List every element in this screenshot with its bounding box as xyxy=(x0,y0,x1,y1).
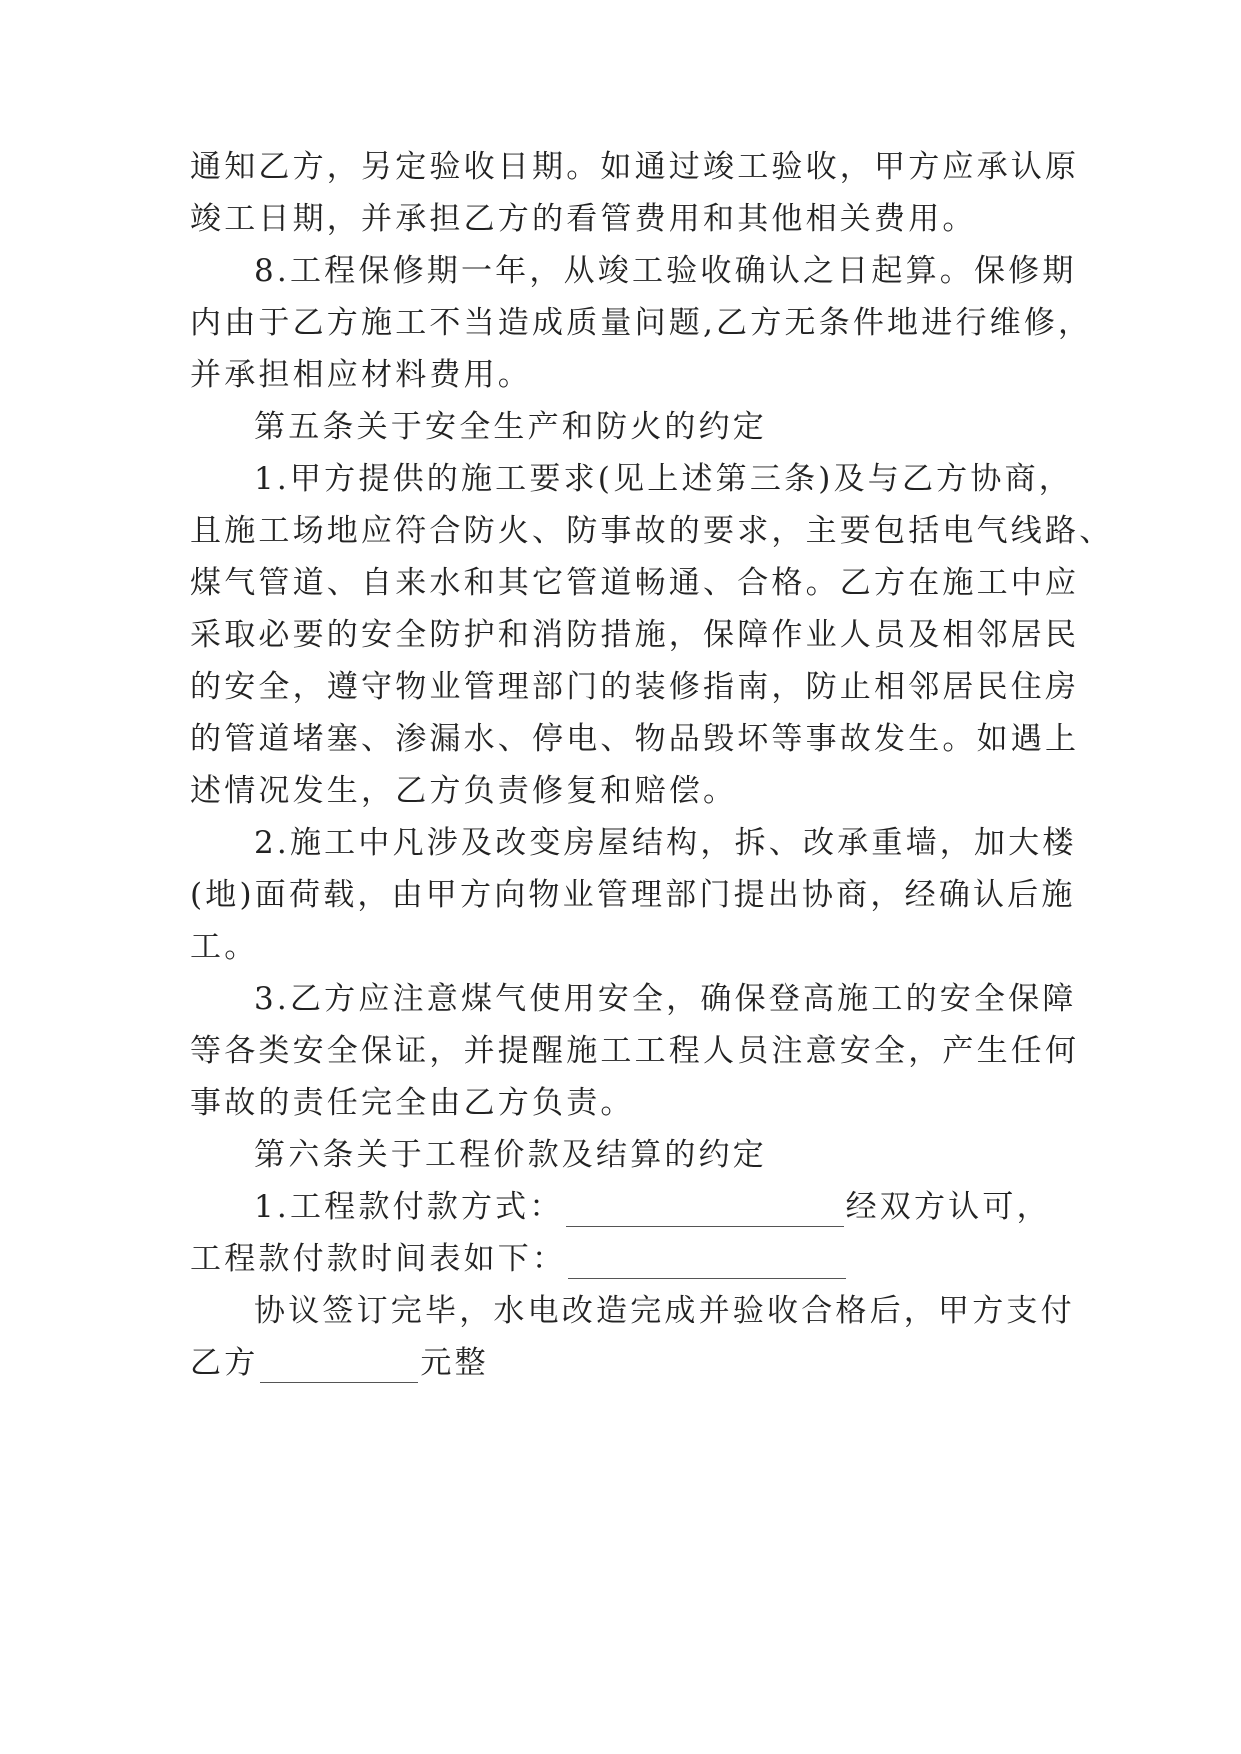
payment-method-suffix: 经双方认可， xyxy=(845,1189,1051,1225)
text-line: 内由于乙方施工不当造成质量问题,乙方无条件地进行维修， xyxy=(190,305,1093,341)
text-line: 煤气管道、自来水和其它管道畅通、合格。乙方在施工中应 xyxy=(190,565,1080,601)
amount-suffix: 元整 xyxy=(420,1345,489,1381)
payment-method-blank xyxy=(566,1196,844,1227)
text-line: 且施工场地应符合防火、防事故的要求，主要包括电气线路、 xyxy=(190,513,1114,549)
payment-method-line xyxy=(254,1187,1070,1227)
text-line: 通知乙方，另定验收日期。如通过竣工验收，甲方应承认原 xyxy=(190,149,1080,185)
payment-schedule-line xyxy=(190,1239,1070,1279)
text-line: 的管道堵塞、渗漏水、停电、物品毁坏等事故发生。如遇上 xyxy=(190,721,1080,757)
text-line: 述情况发生，乙方负责修复和赔偿。 xyxy=(190,773,738,809)
text-line: 竣工日期，并承担乙方的看管费用和其他相关费用。 xyxy=(190,201,977,237)
payment-method-label: 1.工程款付款方式： xyxy=(254,1189,564,1225)
text-line: 的安全，遵守物业管理部门的装修指南，防止相邻居民住房 xyxy=(190,669,1080,705)
text-line: 等各类安全保证，并提醒施工工程人员注意安全，产生任何 xyxy=(190,1033,1080,1069)
amount-blank xyxy=(260,1352,418,1383)
amount-label: 乙方 xyxy=(190,1345,259,1381)
section-heading: 第五条关于安全生产和防火的约定 xyxy=(254,409,767,445)
text-line: 8.工程保修期一年，从竣工验收确认之日起算。保修期 xyxy=(254,253,1077,289)
section-heading: 第六条关于工程价款及结算的约定 xyxy=(254,1137,767,1173)
amount-line xyxy=(190,1343,1070,1383)
payment-schedule-label: 工程款付款时间表如下： xyxy=(190,1241,567,1277)
text-line: 工。 xyxy=(190,929,259,965)
text-line: 协议签订完毕，水电改造完成并验收合格后，甲方支付 xyxy=(254,1293,1075,1329)
text-line: 1.甲方提供的施工要求(见上述第三条)及与乙方协商， xyxy=(254,461,1073,497)
text-line: 并承担相应材料费用。 xyxy=(190,357,532,393)
payment-schedule-blank xyxy=(568,1248,846,1279)
text-line: 事故的责任完全由乙方负责。 xyxy=(190,1085,635,1121)
text-line: 采取必要的安全防护和消防措施，保障作业人员及相邻居民 xyxy=(190,617,1080,653)
text-line: (地)面荷载，由甲方向物业管理部门提出协商，经确认后施 xyxy=(190,877,1076,913)
text-line: 3.乙方应注意煤气使用安全，确保登高施工的安全保障 xyxy=(254,981,1077,1017)
text-line: 2.施工中凡涉及改变房屋结构，拆、改承重墙，加大楼 xyxy=(254,825,1077,861)
